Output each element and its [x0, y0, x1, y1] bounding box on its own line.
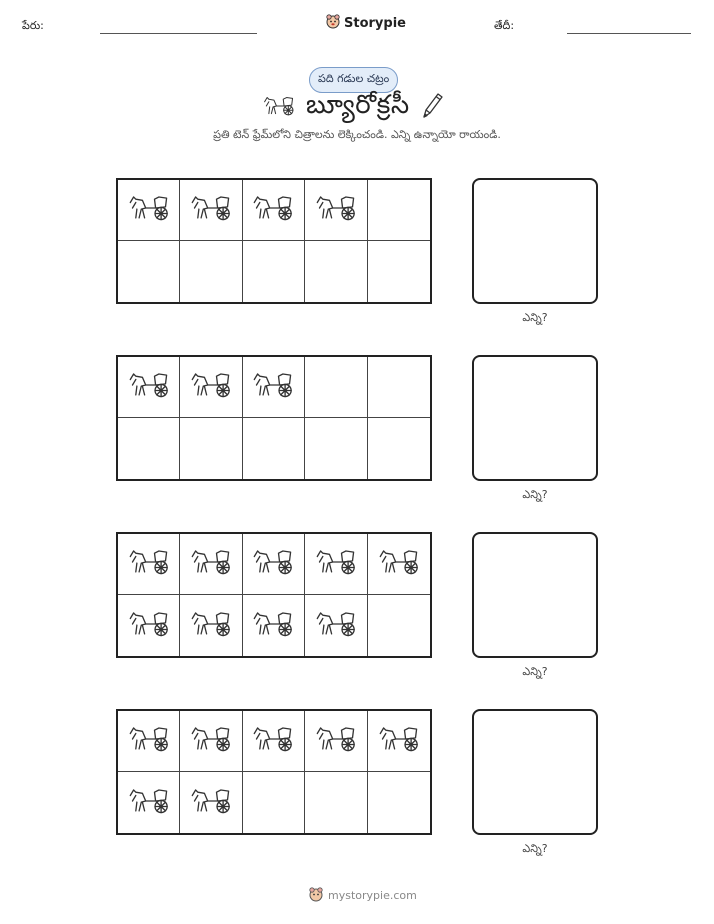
ten-frame-cell	[305, 241, 367, 302]
answer-prompt: ఎన్ని?	[522, 488, 548, 501]
brand-logo	[325, 13, 406, 33]
ten-frame-cell	[243, 241, 305, 302]
answer-prompt: ఎన్ని?	[522, 665, 548, 678]
ten-frame-cell	[368, 180, 430, 241]
ten-frame-cell	[368, 711, 430, 772]
horse-cart-icon	[127, 370, 171, 404]
ten-frame-cell	[243, 711, 305, 772]
ten-frame-cell	[118, 241, 180, 302]
horse-cart-icon	[251, 609, 295, 643]
horse-cart-icon	[127, 609, 171, 643]
footer-url: mystorypie.com	[328, 889, 417, 902]
ten-frame-cell	[368, 595, 430, 656]
ten-frame-cell	[305, 418, 367, 479]
horse-cart-icon	[189, 370, 233, 404]
name-label: పేరు:	[22, 19, 44, 32]
answer-prompt: ఎన్ని?	[522, 311, 548, 324]
ten-frame	[116, 532, 432, 658]
horse-cart-icon	[189, 609, 233, 643]
answer-prompt: ఎన్ని?	[522, 842, 548, 855]
ten-frame	[116, 355, 432, 481]
horse-cart-icon	[314, 547, 358, 581]
ten-frame-cell	[305, 711, 367, 772]
page-title: బ్యూరోక్రసీ	[306, 90, 410, 120]
horse-cart-icon	[251, 370, 295, 404]
ten-frame-cell	[368, 534, 430, 595]
ten-frame-cell	[243, 772, 305, 833]
horse-cart-icon	[127, 786, 171, 820]
ten-frame-cell	[305, 595, 367, 656]
horse-cart-icon	[189, 786, 233, 820]
ten-frame-cell	[118, 418, 180, 479]
answer-box[interactable]	[472, 532, 598, 658]
worksheet-type-badge: పది గడుల చట్రం	[309, 67, 398, 93]
ten-frame-cell	[243, 180, 305, 241]
ten-frame-cell	[368, 772, 430, 833]
ten-frame-cell	[118, 534, 180, 595]
ten-frame-cell	[305, 357, 367, 418]
ten-frame-cell	[180, 772, 242, 833]
instructions: ప్రతి టెన్ ఫ్రేమ్‌లోని చిత్రాలను లెక్కించండి. ఎన్ని ఉన్నాయో రాయండి.	[213, 128, 501, 141]
ten-frame	[116, 709, 432, 835]
ten-frame-cell	[180, 357, 242, 418]
horse-cart-icon	[127, 724, 171, 758]
horse-cart-icon	[127, 193, 171, 227]
ten-frame-cell	[243, 418, 305, 479]
name-line	[100, 33, 257, 34]
horse-cart-icon	[377, 724, 421, 758]
horse-cart-icon	[314, 193, 358, 227]
ten-frame-cell	[368, 241, 430, 302]
ten-frame-cell	[118, 711, 180, 772]
ten-frame-cell	[180, 534, 242, 595]
title-row	[262, 90, 444, 126]
date-label: తేదీ:	[494, 19, 515, 32]
ten-frame-cell	[118, 772, 180, 833]
horse-cart-icon	[314, 609, 358, 643]
ten-frame-cell	[180, 241, 242, 302]
ten-frame-cell	[243, 595, 305, 656]
ten-frame-cell	[243, 357, 305, 418]
ten-frame-cell	[118, 595, 180, 656]
ten-frame	[116, 178, 432, 304]
horse-cart-icon	[189, 193, 233, 227]
ten-frame-cell	[305, 534, 367, 595]
ten-frame-cell	[118, 180, 180, 241]
horse-cart-icon	[262, 95, 296, 121]
answer-box[interactable]	[472, 355, 598, 481]
horse-cart-icon	[251, 547, 295, 581]
ten-frame-cell	[305, 772, 367, 833]
ten-frame-cell	[243, 534, 305, 595]
footer	[308, 886, 417, 905]
brand-name: Storypie	[344, 15, 406, 31]
ten-frame-cell	[180, 595, 242, 656]
answer-box[interactable]	[472, 178, 598, 304]
horse-cart-icon	[314, 724, 358, 758]
horse-cart-icon	[251, 193, 295, 227]
storypie-mascot-icon	[325, 13, 341, 33]
ten-frame-cell	[368, 418, 430, 479]
ten-frame-cell	[180, 711, 242, 772]
ten-frame-cell	[180, 418, 242, 479]
storypie-mascot-icon	[308, 886, 324, 905]
ten-frame-cell	[180, 180, 242, 241]
horse-cart-icon	[127, 547, 171, 581]
ten-frame-cell	[368, 357, 430, 418]
horse-cart-icon	[189, 724, 233, 758]
answer-box[interactable]	[472, 709, 598, 835]
pencil-icon	[420, 91, 444, 125]
horse-cart-icon	[189, 547, 233, 581]
ten-frame-cell	[305, 180, 367, 241]
date-line	[567, 33, 691, 34]
horse-cart-icon	[377, 547, 421, 581]
horse-cart-icon	[251, 724, 295, 758]
ten-frame-cell	[118, 357, 180, 418]
